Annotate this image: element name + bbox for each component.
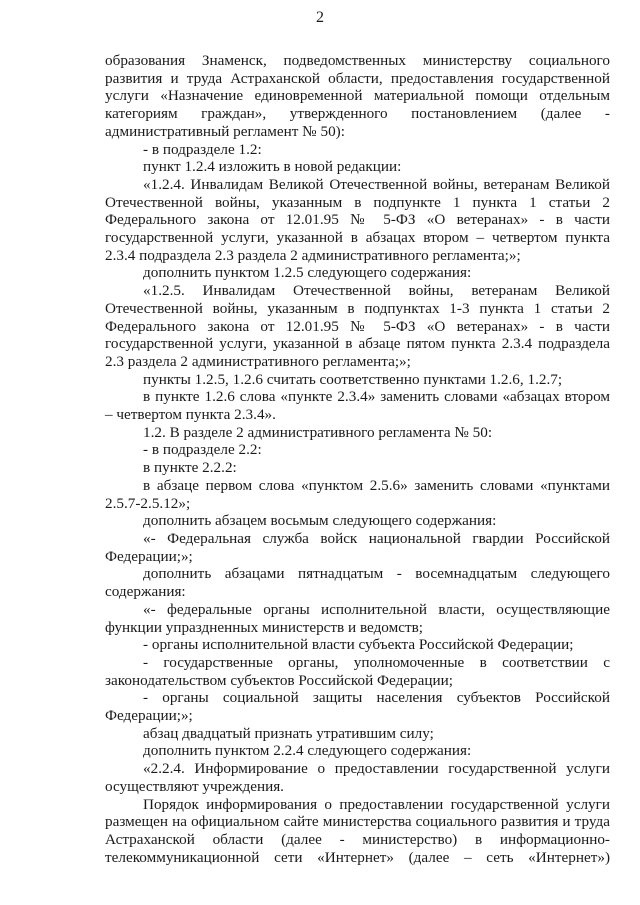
paragraph: в пункте 1.2.6 слова «пункте 2.3.4» заменить словами «абзацах втором – четвертом пункта 2.3.4». bbox=[105, 388, 610, 424]
paragraph: - государственные органы, уполномоченные в соответствии с законодательством субъектов Российской Федерации; bbox=[105, 653, 610, 689]
paragraph: в пункте 2.2.2: bbox=[143, 459, 237, 477]
paragraph: образования Знаменск, подведомственных министерству социального развития и труда Астраханской области, предоставления государственной услуги «Назначение единовременной материальной помощи отдельным категориям граждан», утвержденного постановлением (далее - административный регламент № 50): bbox=[105, 52, 610, 140]
page-number: 2 bbox=[316, 9, 324, 26]
paragraph: в абзаце первом слова «пунктом 2.5.6» заменить словами «пунктами 2.5.7-2.5.12»; bbox=[105, 476, 610, 512]
paragraph: «1.2.5. Инвалидам Отечественной войны, ветеранам Великой Отечественной войны, указанным в подпунктах 1-3 пункта 1 статьи 2 Федерального закона от 12.01.95 № 5-ФЗ «О ветеранах» - в части государственной услуги, указанной в абзаце пятом пункта 2.3.4 подраздела 2.3 раздела 2 административного регламента;»; bbox=[105, 282, 610, 370]
paragraph: «- федеральные органы исполнительной власти, осуществляющие функции упраздненных министерств и ведомств; bbox=[105, 600, 610, 636]
paragraph: - в подразделе 1.2: bbox=[143, 140, 262, 158]
paragraph: 1.2. В разделе 2 административного регламента № 50: bbox=[143, 423, 493, 441]
paragraph: дополнить абзацем восьмым следующего содержания: bbox=[143, 512, 497, 530]
paragraph: «- Федеральная служба войск национальной гвардии Российской Федерации;»; bbox=[105, 529, 610, 565]
paragraph: дополнить пунктом 2.2.4 следующего содержания: bbox=[143, 742, 472, 760]
paragraph: абзац двадцатый признать утратившим силу; bbox=[143, 724, 434, 742]
paragraph: - в подразделе 2.2: bbox=[143, 441, 262, 459]
paragraph: Порядок информирования о предоставлении государственной услуги размещен на официальном сайте министерства социального развития и труда Астраханской области (далее - министерство) в информационно-телекоммуникационной сети «Интернет» (далее – сеть «Интернет») bbox=[105, 795, 610, 866]
paragraph: «1.2.4. Инвалидам Великой Отечественной войны, ветеранам Великой Отечественной войны, указанным в подпункте 1 пункта 1 статьи 2 Федерального закона от 12.01.95 № 5-ФЗ «О ветеранах» - в части государственной услуги, указанной в абзацах втором – четвертом пункта 2.3.4 подраздела 2.3 раздела 2 административного регламента;»; bbox=[105, 175, 610, 264]
paragraph: - органы исполнительной власти субъекта Российской Федерации; bbox=[143, 636, 574, 654]
paragraph: «2.2.4. Информирование о предоставлении государственной услуги осуществляют учреждения. bbox=[105, 760, 610, 795]
document-body bbox=[105, 52, 610, 866]
paragraph: дополнить абзацами пятнадцатым - восемнадцатым следующего содержания: bbox=[105, 565, 610, 601]
paragraph: дополнить пунктом 1.2.5 следующего содержания: bbox=[143, 264, 472, 282]
paragraph: пункт 1.2.4 изложить в новой редакции: bbox=[143, 158, 402, 176]
paragraph: пункты 1.2.5, 1.2.6 считать соответственно пунктами 1.2.6, 1.2.7; bbox=[143, 370, 563, 388]
paragraph: - органы социальной защиты населения субъектов Российской Федерации;»; bbox=[105, 689, 610, 725]
